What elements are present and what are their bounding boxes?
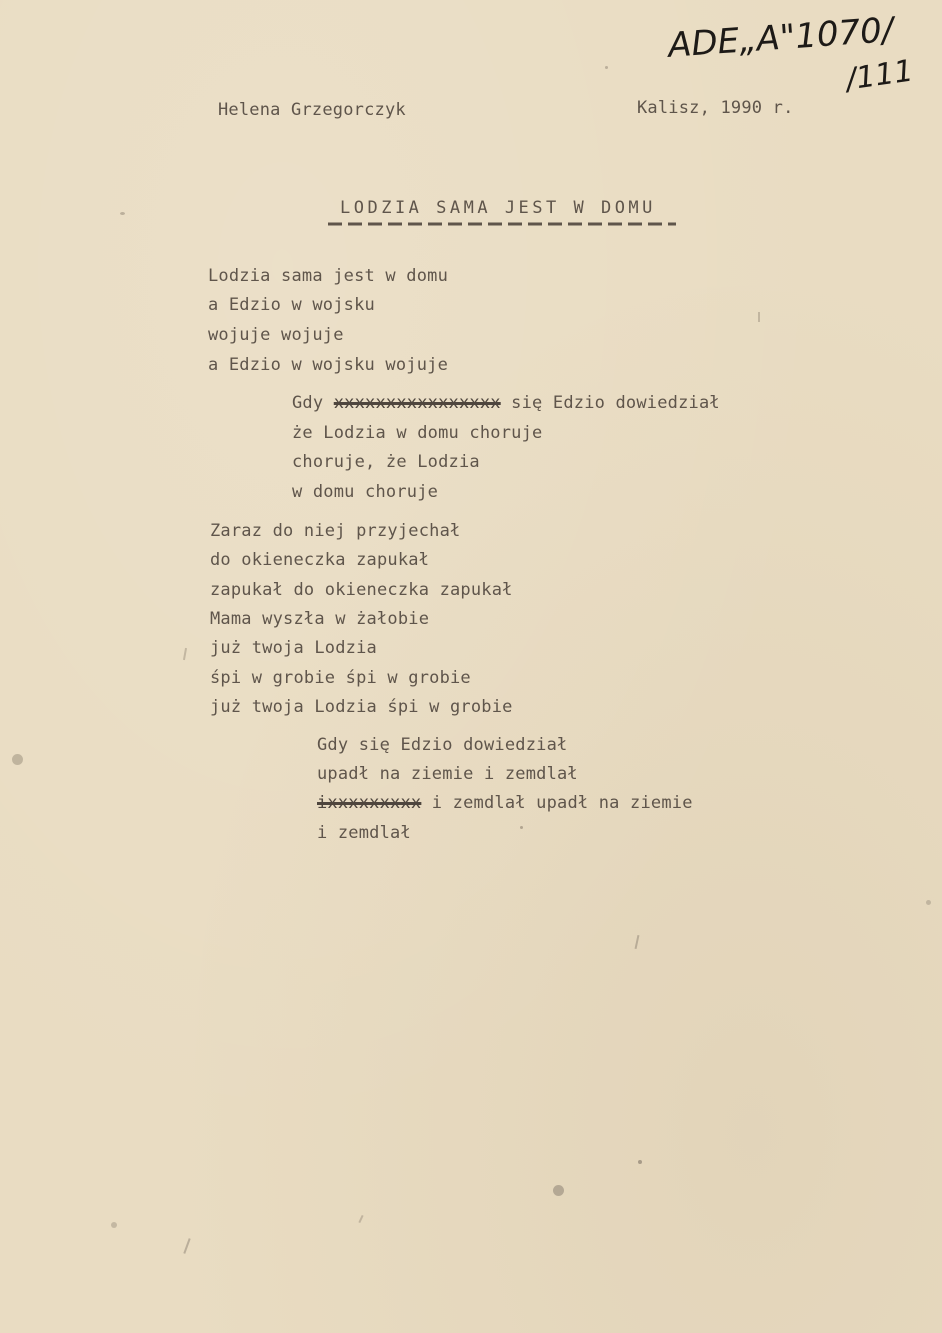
verse-line: choruje, że Lodzia — [292, 452, 480, 472]
verse-line: a Edzio w wojsku wojuje — [208, 355, 449, 375]
verse-line: Lodzia sama jest w domu — [208, 266, 449, 286]
verse-line: a Edzio w wojsku — [208, 295, 375, 315]
verse-line: i zemdlał — [317, 823, 411, 843]
verse-line-end: i zemdlał upadł na ziemie — [421, 793, 693, 813]
paper-mark — [358, 1215, 363, 1223]
verse-line: do okieneczka zapukał — [210, 550, 430, 570]
paper-speck — [120, 212, 125, 215]
song-title: LODZIA SAMA JEST W DOMU — [340, 198, 656, 218]
paper-speck — [638, 1160, 642, 1164]
verse-line: wojuje wojuje — [208, 325, 344, 345]
paper-speck — [520, 826, 523, 829]
verse-line: upadł na ziemie i zemdlał — [317, 764, 578, 784]
verse-line: już twoja Lodzia — [210, 638, 377, 658]
verse-line: Zaraz do niej przyjechał — [210, 521, 461, 541]
author-name: Helena Grzegorczyk — [218, 100, 406, 120]
archive-signature: ADE„A"1070/ — [666, 10, 895, 66]
archive-sheet-number: /111 — [843, 53, 916, 98]
verse-line: Mama wyszła w żałobie — [210, 609, 430, 629]
verse-line-end: się Edzio dowiedział — [500, 393, 720, 413]
struck-out-text: ixxxxxxxxx — [317, 793, 422, 813]
title-underline — [328, 222, 676, 226]
paper-speck — [12, 754, 23, 765]
verse-line: że Lodzia w domu choruje — [292, 423, 543, 443]
paper-mark — [635, 935, 640, 949]
paper-speck — [553, 1185, 564, 1196]
verse-line: w domu choruje — [292, 482, 439, 502]
verse-line: zapukał do okieneczka zapukał — [210, 580, 513, 600]
verse-line-with-strikeout — [292, 393, 720, 413]
place-and-date: Kalisz, 1990 r. — [637, 98, 794, 118]
struck-out-text: xxxxxxxxxxxxxxxx — [333, 393, 501, 413]
verse-line: Gdy się Edzio dowiedział — [317, 735, 568, 755]
paper-speck — [926, 900, 931, 905]
paper-speck — [111, 1222, 117, 1228]
paper-mark — [183, 648, 187, 660]
verse-line-start: Gdy — [292, 393, 334, 413]
paper-mark — [758, 312, 760, 322]
paper-speck — [605, 66, 608, 69]
verse-line-with-strikeout — [317, 793, 693, 813]
verse-line: już twoja Lodzia śpi w grobie — [210, 697, 513, 717]
verse-line: śpi w grobie śpi w grobie — [210, 668, 471, 688]
paper-mark — [183, 1238, 190, 1254]
